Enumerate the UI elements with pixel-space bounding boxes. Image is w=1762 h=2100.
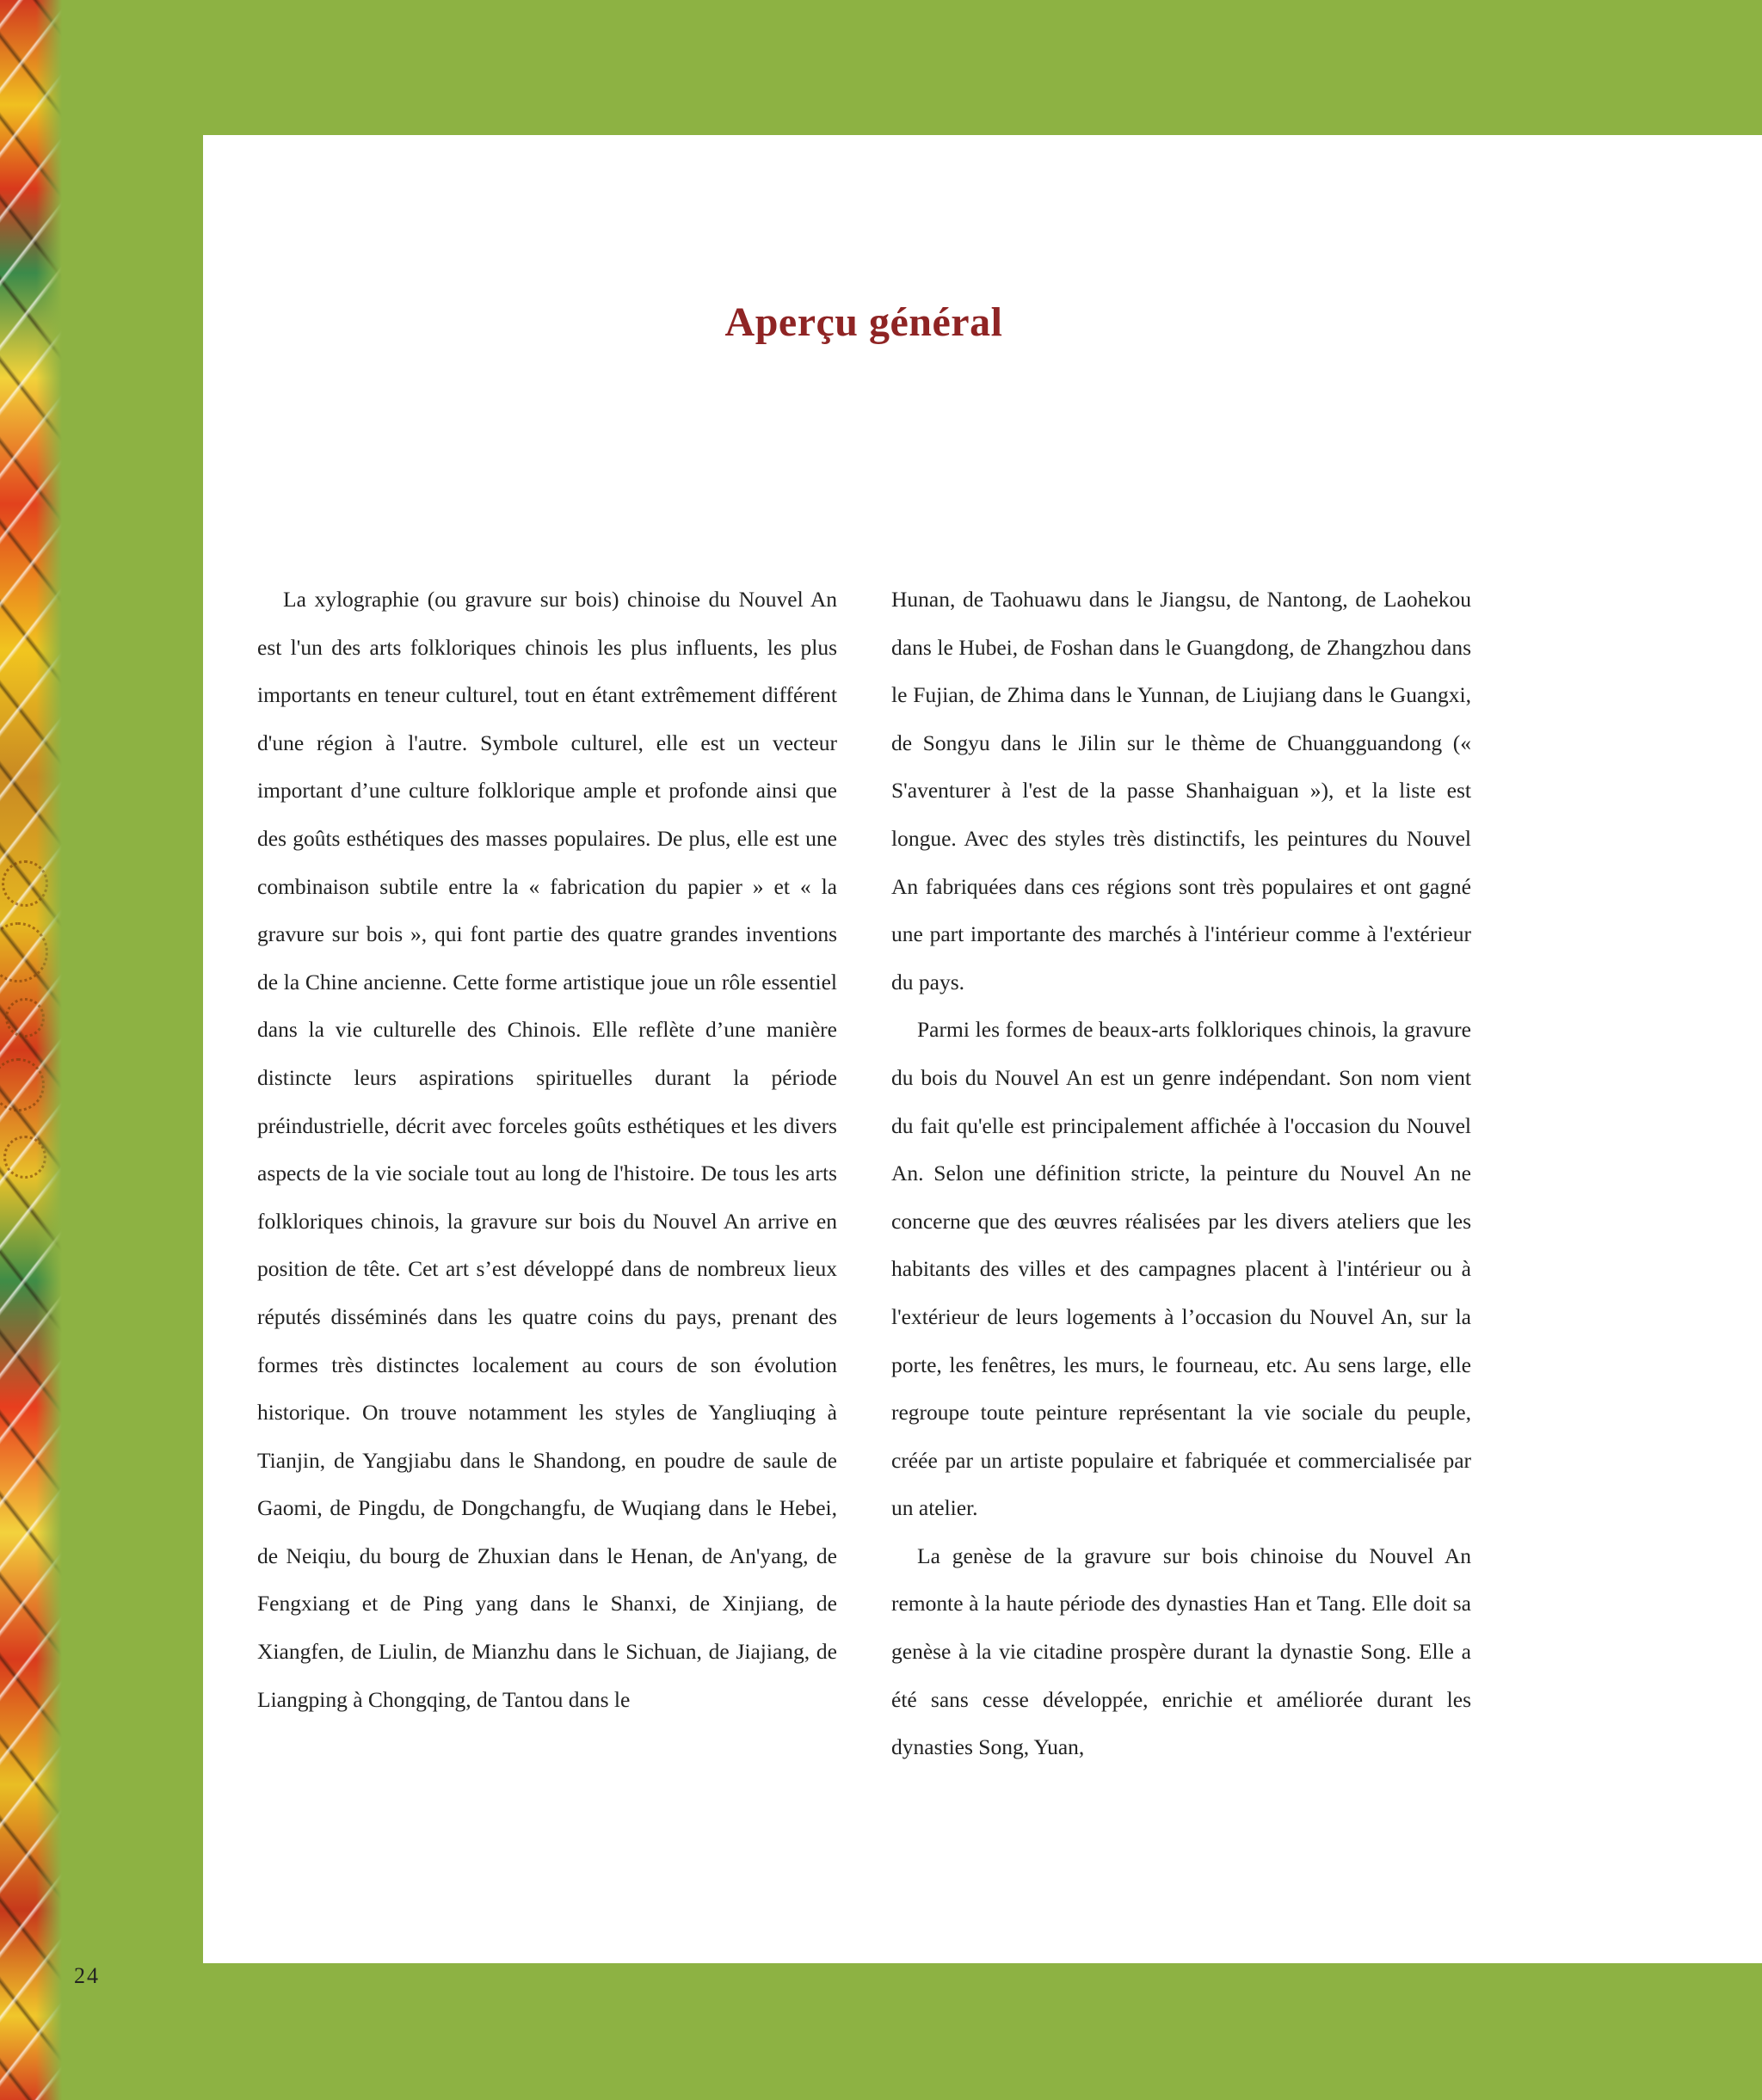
page-panel (203, 135, 1762, 1963)
paragraph: Parmi les formes de beaux-arts folkloriques chinois, la gravure du bois du Nouvel An est un genre indépendant. Son nom vient du fait qu'elle est principalement affichée à l'occasion du Nouvel An. Selon une définition stricte, la peinture du Nouvel An ne concerne que des œuvres réalisées par les divers ateliers que les habitants des villes et des campagnes placent à l'intérieur ou à l'extérieur de leurs logements à l’occasion du Nouvel An, sur la porte, les fenêtres, les murs, le fourneau, etc. Au sens large, elle regroupe toute peinture représentant la vie sociale du peuple, créée par un artiste populaire et fabriquée et commercialisée par un atelier. (891, 1017, 1471, 1521)
decorative-swirl (0, 922, 48, 982)
page-number: 24 (74, 1963, 100, 1988)
decorative-swirl (2, 860, 48, 907)
page-title: Aperçu général (724, 299, 1003, 345)
text-column-left (257, 576, 837, 1723)
paragraph: La genèse de la gravure sur bois chinoise du Nouvel An remonte à la haute période des dynasties Han et Tang. Elle doit sa genèse à la vie citadine prospère durant la dynastie Song. Elle a été sans cesse développée, enrichie et améliorée durant les dynasties Song, Yuan, (891, 1543, 1471, 1760)
decorative-swirl (3, 1136, 46, 1179)
decorative-swirl (5, 998, 45, 1038)
decorative-swirl (0, 1058, 45, 1112)
text-column-right (891, 576, 1471, 1771)
decorative-woodcut-strip (0, 0, 62, 2100)
paragraph: Hunan, de Taohuawu dans le Jiangsu, de Nantong, de Laohekou dans le Hubei, de Foshan dans le Guangdong, de Zhangzhou dans le Fujian, de Zhima dans le Yunnan, de Liujiang dans le Guangxi, de Songyu dans le Jilin sur le thème de Chuangguandong (« S'aventurer à l'est de la passe Shanhaiguan »), et la liste est longue. Avec des styles très distinctifs, les peintures du Nouvel An fabriquées dans ces régions sont très populaires et ont gagné une part importante des marchés à l'intérieur comme à l'extérieur du pays. (891, 587, 1471, 995)
paragraph: La xylographie (ou gravure sur bois) chinoise du Nouvel An est l'un des arts folkloriques chinois les plus influents, les plus importants en teneur culturel, tout en étant extrêmement différent d'une région à l'autre. Symbole culturel, elle est un vecteur important d’une culture folklorique ample et profonde ainsi que des goûts esthétiques des masses populaires. De plus, elle est une combinaison subtile entre la « fabrication du papier » et « la gravure sur bois », qui font partie des quatre grandes inventions de la Chine ancienne. Cette forme artistique joue un rôle essentiel dans la vie culturelle des Chinois. Elle reflète d’une manière distincte leurs aspirations spirituelles durant la période préindustrielle, décrit avec forceles goûts esthétiques et les divers aspects de la vie sociale tout au long de l'histoire. De tous les arts folkloriques chinois, la gravure sur bois du Nouvel An arrive en position de tête. Cet art s’est développé dans de nombreux lieux réputés disséminés dans les quatre coins du pays, prenant des formes très distinctes localement au cours de son évolution historique. On trouve notamment les styles de Yangliuqing à Tianjin, de Yangjiabu dans le Shandong, en poudre de saule de Gaomi, de Pingdu, de Dongchangfu, de Wuqiang dans le Hebei, de Neiqiu, du bourg de Zhuxian dans le Henan, de An'yang, de Fengxiang et de Ping yang dans le Shanxi, de Xinjiang, de Xiangfen, de Liulin, de Mianzhu dans le Sichuan, de Jiajiang, de Liangping à Chongqing, de Tantou dans le (257, 587, 837, 1712)
